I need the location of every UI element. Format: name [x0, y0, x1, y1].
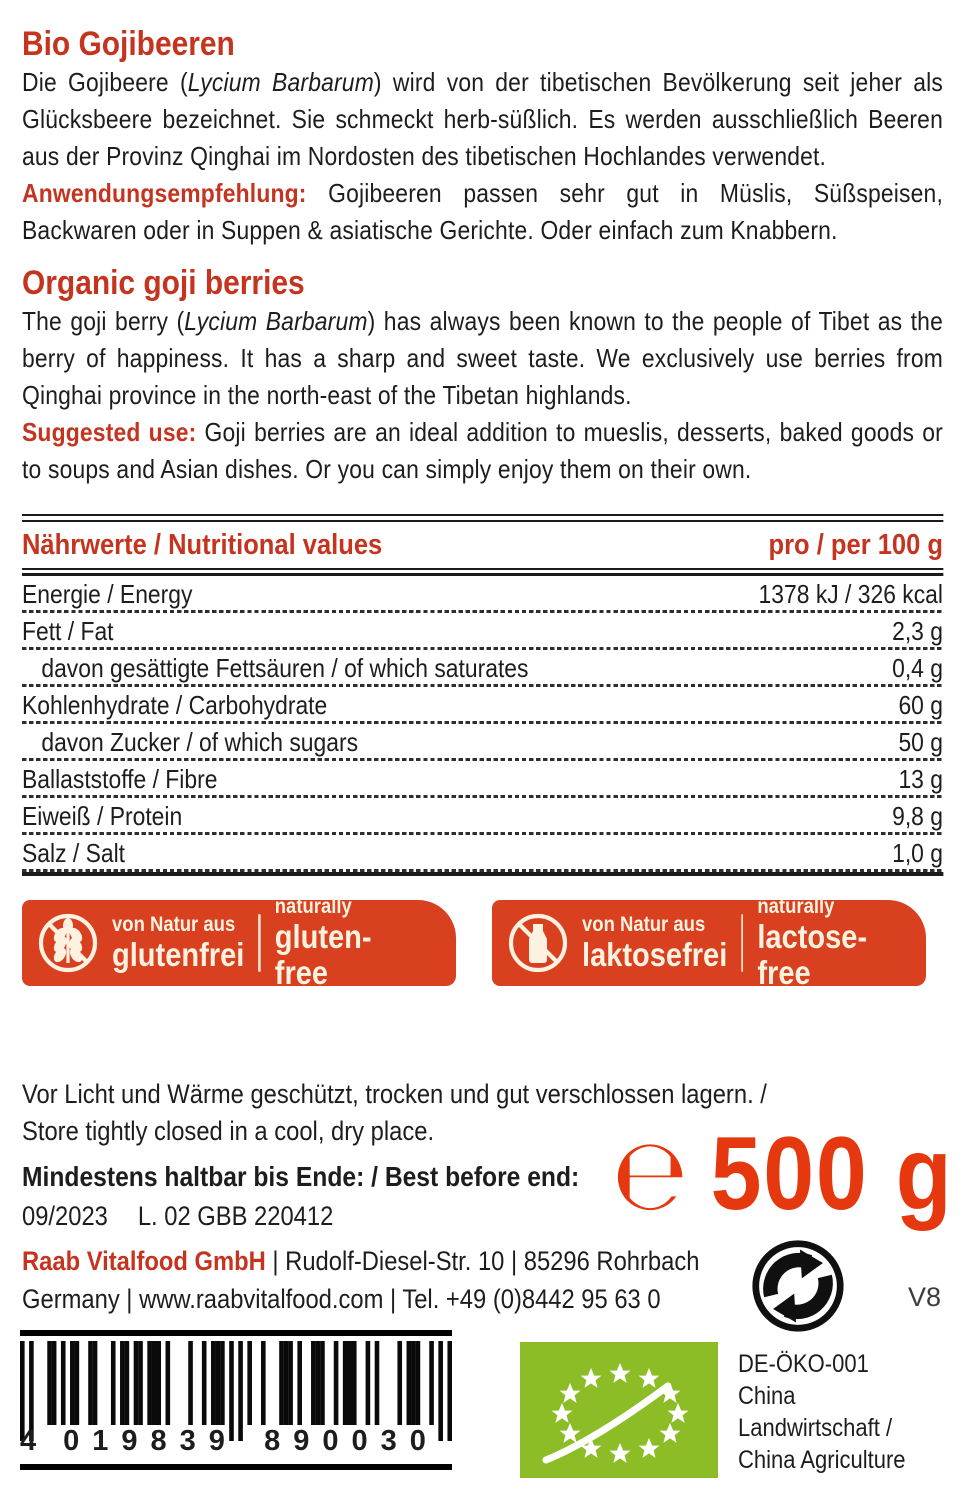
english-usage: Suggested use: Goji berries are an ideal addition to mueslis, desserts, baked goods or to soups and Asian dishes. Or you can simply enjoy them on their own.	[22, 417, 943, 484]
table-row-fat: Fett / Fat 2,3 g	[22, 613, 943, 650]
nutrition-table	[22, 514, 943, 876]
table-top-rule	[22, 514, 943, 522]
address-line2: Germany | www.raabvitalfood.com | Tel. +49 (0)8442 95 63 0	[22, 1284, 661, 1314]
barcode-digits: 4 019839 890030	[20, 1425, 439, 1457]
german-description: Die Gojibeere (Lycium Barbarum) wird von der tibetischen Bevölkerung seit jeher als Glücksbeere bezeichnet. Sie schmeckt herb-süßlich. Es werden ausschließlich Beeren aus der Provinz Qinghai im Nordosten des tibetischen Hochlandes verwendet.	[22, 67, 943, 171]
table-row-sugars: davon Zucker / of which sugars 50 g	[22, 724, 943, 761]
table-header-rule	[22, 568, 943, 576]
nutrition-header	[22, 522, 943, 568]
german-usage-label: Anwendungsempfehlung:	[22, 178, 307, 208]
organic-cert-code: DE-ÖKO-001	[738, 1350, 869, 1378]
badge-german-text: von Natur aus glutenfrei	[112, 913, 245, 973]
wheat-crossed-icon	[36, 911, 100, 975]
nutrition-header-right: pro / per 100 g	[768, 528, 943, 561]
table-row-carbohydrate: Kohlenhydrate / Carbohydrate 60 g	[22, 687, 943, 724]
company-name: Raab Vitalfood GmbH	[22, 1246, 266, 1276]
claim-badges	[22, 895, 943, 991]
best-before-date: 09/2023	[22, 1201, 108, 1231]
badge-german-text: von Natur aus laktosefrei	[582, 913, 728, 973]
barcode-bottom-rule	[20, 1464, 452, 1470]
net-weight-value: 500 g	[710, 1116, 953, 1232]
badge-english-text: naturally gluten-free	[274, 895, 372, 991]
table-bottom-rule	[22, 872, 943, 876]
net-weight	[612, 1116, 953, 1233]
eu-organic-leaf-icon	[520, 1342, 718, 1478]
barcode-top-rule	[20, 1330, 452, 1336]
address-line1: Raab Vitalfood GmbH | Rudolf-Diesel-Str. 10 | 85296 Rohrbach	[22, 1246, 700, 1276]
english-title: Organic goji berries	[22, 264, 305, 302]
storage-instructions: Vor Licht und Wärme geschützt, trocken und gut verschlossen lagern. / Store tightly closed in a cool, dry place.	[22, 1079, 767, 1146]
english-usage-label: Suggested use:	[22, 417, 197, 447]
badge-divider	[258, 914, 260, 972]
latin-name: Lycium Barbarum	[187, 67, 374, 97]
english-description: The goji berry (Lycium Barbarum) has always been known to the people of Tibet as the berry of happiness. It has a sharp and sweet taste. We exclusively use berries from Qinghai province in the north-east of the Tibetan highlands.	[22, 306, 943, 410]
milk-bottle-crossed-icon	[506, 911, 570, 975]
nutrition-header-left: Nährwerte / Nutritional values	[22, 528, 383, 561]
green-dot-recycling-icon	[750, 1238, 846, 1334]
german-usage: Anwendungsempfehlung: Gojibeeren passen sehr gut in Müslis, Süßspeisen, Backwaren oder in Suppen & asiatische Gerichte. Oder einfach zum Knabbern.	[22, 178, 943, 245]
german-title: Bio Gojibeeren	[22, 25, 235, 63]
organic-certification: DE-ÖKO-001 China Landwirtschaft / China Agriculture	[738, 1348, 940, 1476]
table-row-fibre: Ballaststoffe / Fibre 13 g	[22, 761, 943, 798]
table-row-saturates: davon gesättigte Fettsäuren / of which saturates 0,4 g	[22, 650, 943, 687]
lactose-free-badge	[492, 895, 926, 991]
estimated-sign: ℮	[612, 1116, 688, 1233]
badge-english-text: naturally lactose-free	[757, 895, 868, 991]
table-row-salt: Salz / Salt 1,0 g	[22, 835, 943, 872]
latin-name: Lycium Barbarum	[184, 306, 368, 336]
label-text-column	[22, 0, 943, 991]
manufacturer-address	[22, 1242, 779, 1318]
label-version: V8	[908, 1282, 942, 1312]
best-before-label: Mindestens haltbar bis Ende: / Best before end:	[22, 1161, 580, 1192]
badge-divider	[741, 914, 743, 972]
table-row-energy: Energie / Energy 1378 kJ / 326 kcal	[22, 576, 943, 613]
table-row-protein: Eiweiß / Protein 9,8 g	[22, 798, 943, 835]
barcode-block	[20, 1330, 452, 1470]
lot-number: L. 02 GBB 220412	[137, 1201, 334, 1231]
gluten-free-badge	[22, 895, 456, 991]
